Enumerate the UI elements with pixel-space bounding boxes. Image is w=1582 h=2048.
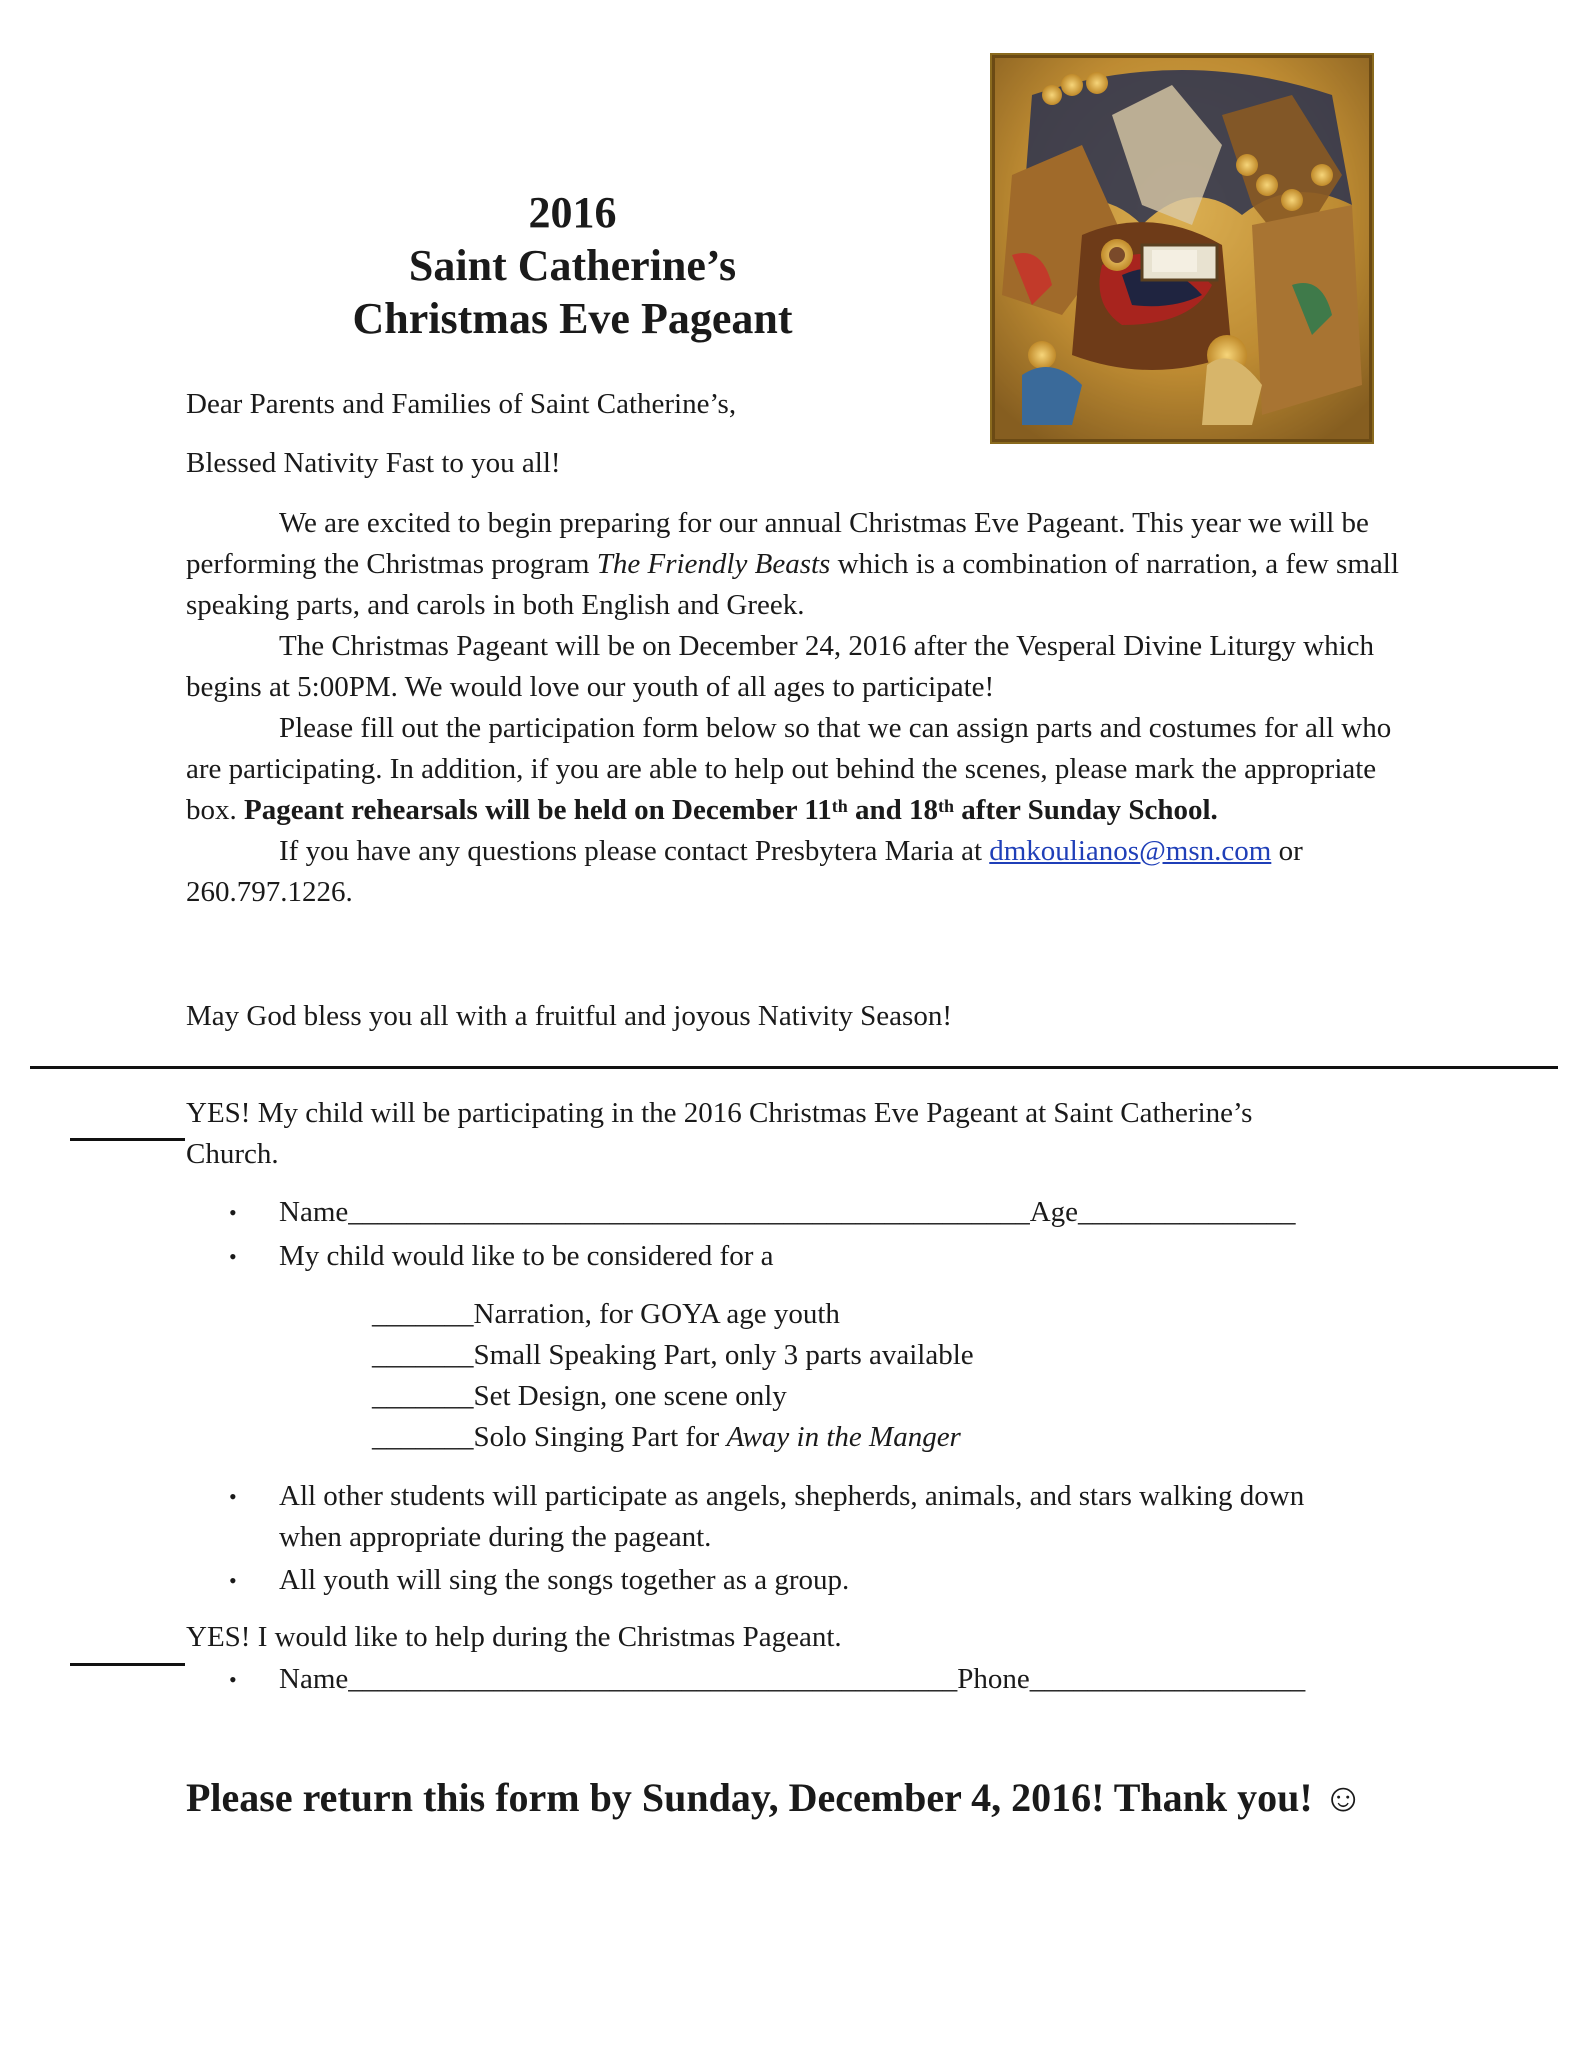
- consider-label: My child would like to be considered for a: [279, 1240, 774, 1272]
- paragraph-4-text-a: If you have any questions please contact Presbytera Maria at: [279, 835, 990, 867]
- rehearsal-text-a: Pageant rehearsals will be held on December 11: [244, 794, 832, 826]
- letter-body: [186, 503, 1406, 913]
- title-event: Christmas Eve Pageant: [352, 294, 793, 343]
- page-title: [285, 186, 860, 345]
- closing: May God bless you all with a fruitful and joyous Nativity Season!: [186, 1000, 952, 1032]
- title-year: 2016: [528, 188, 617, 237]
- child-name-age-field[interactable]: Name_______________________________________________Age_______________: [279, 1196, 1296, 1228]
- paragraph-1-text-a: We are excited to begin preparing for our annual Christmas Eve Pageant. This year we will be performing the Christmas program: [186, 507, 1369, 580]
- greeting: Dear Parents and Families of Saint Catherine’s,: [186, 388, 737, 420]
- section-divider: [30, 1066, 1558, 1069]
- nativity-icon: [990, 53, 1374, 444]
- bullet: •: [229, 1200, 237, 1225]
- rehearsal-text-b: and 18: [847, 794, 939, 826]
- paragraph-4-text-b: or 260.797.1226.: [186, 835, 1303, 908]
- other-students-line-1: All other students will participate as angels, shepherds, animals, and stars walking down: [279, 1480, 1305, 1512]
- title-church: Saint Catherine’s: [408, 241, 737, 290]
- role-narration[interactable]: _______Narration, for GOYA age youth: [372, 1298, 840, 1330]
- paragraph-4: [186, 831, 1406, 913]
- paragraph-3-text: Please fill out the participation form below so that we can assign parts and costumes for all who are participating. In addition, if you are able to help out behind the scenes, please mark the appropriate box.: [186, 712, 1392, 826]
- bullet: •: [229, 1667, 237, 1692]
- sing-together: All youth will sing the songs together as a group.: [279, 1564, 850, 1596]
- bullet: •: [229, 1244, 237, 1269]
- role-set-design[interactable]: _______Set Design, one scene only: [372, 1380, 787, 1412]
- paragraph-3: [186, 708, 1406, 831]
- role-speaking-part[interactable]: _______Small Speaking Part, only 3 parts available: [372, 1339, 974, 1371]
- other-students-line-2: when appropriate during the pageant.: [279, 1521, 712, 1553]
- paragraph-2: The Christmas Pageant will be on December 24, 2016 after the Vesperal Divine Liturgy which begins at 5:00PM. We would love our youth of all ages to participate!: [186, 630, 1375, 703]
- rehearsal-notice: [244, 794, 1218, 826]
- help-line: YES! I would like to help during the Christmas Pageant.: [186, 1621, 842, 1653]
- role-solo-text: _______Solo Singing Part for: [372, 1421, 727, 1453]
- participate-line-1: YES! My child will be participating in the 2016 Christmas Eve Pageant at Saint Catherine’s: [186, 1097, 1253, 1129]
- ordinal-sup: th: [938, 796, 955, 816]
- ordinal-sup: th: [831, 796, 848, 816]
- participate-line-2: Church.: [186, 1138, 279, 1170]
- paragraph-1-text-b: which is a combination of narration, a few small speaking parts, and carols in both English and Greek.: [186, 548, 1399, 621]
- help-checkbox-blank[interactable]: [70, 1663, 185, 1666]
- bullet: •: [229, 1568, 237, 1593]
- bullet: •: [229, 1484, 237, 1509]
- return-notice: Please return this form by Sunday, December 4, 2016! Thank you! ☺: [186, 1775, 1364, 1820]
- rehearsal-text-c: after Sunday School.: [954, 794, 1218, 826]
- song-title: Away in the Manger: [726, 1421, 961, 1453]
- email-link[interactable]: dmkoulianos@msn.com: [989, 835, 1272, 867]
- paragraph-1: [186, 503, 1406, 626]
- program-title: The Friendly Beasts: [596, 548, 831, 580]
- participate-checkbox-blank[interactable]: [70, 1138, 185, 1141]
- helper-name-phone-field[interactable]: Name__________________________________________Phone___________________: [279, 1663, 1306, 1695]
- role-solo-singing[interactable]: [372, 1421, 961, 1454]
- blessing: Blessed Nativity Fast to you all!: [186, 447, 561, 479]
